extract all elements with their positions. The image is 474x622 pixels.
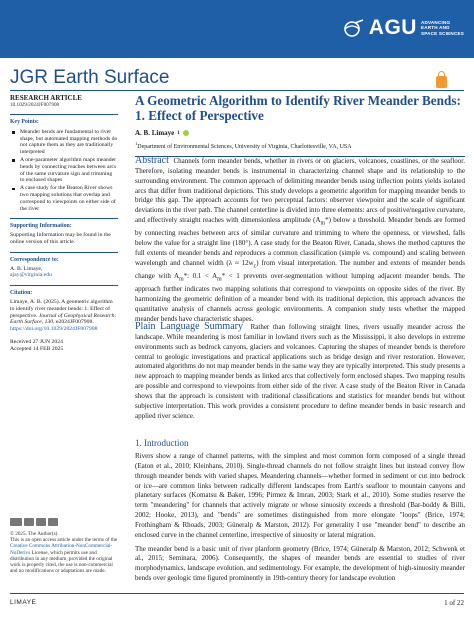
publisher-band [0,0,474,58]
agu-tagline-line: EARTH AND [420,25,450,31]
correspondence-heading: Correspondence to: [10,256,59,263]
agu-tagline-line: ADVANCING [420,19,451,25]
license-text [10,537,118,574]
article-header [135,94,465,157]
key-points-list [10,129,118,213]
plain-language-summary [135,322,465,421]
affiliation [135,141,465,150]
citation-journal: Journal of Geophysical Research: Earth Surface, 130, [10,312,117,326]
subscript: m [179,276,184,283]
author-line [135,129,465,137]
introduction [135,438,465,584]
author-name[interactable]: A. B. Limaye [135,129,175,137]
introduction-heading: 1. Introduction [135,438,189,448]
key-points-heading: Key Points: [10,119,39,125]
agu-globe-icon [343,19,365,37]
supporting-info-text: Supporting Information may be found in the online version of this article. [10,232,111,245]
citation-text: Limaye, A. B. (2025). A geometric algorithm to identify river meander bends: 1. Effect of perspective. [10,298,113,319]
license-link[interactable]: Creative Commons Attribution-NonCommercial-NoDerivs [10,543,113,556]
sidebar-divider [10,252,118,253]
abstract [135,156,465,325]
subscript: m [217,276,222,283]
received-date: Received 27 JUN 2024 [10,338,63,345]
license-rest: License, which permits use and distribution in any medium, provided the original work is properly cited, the use is non-commercial and no modifications or adaptations are made. [10,549,113,575]
pls-text: Rather than following straight lines, rivers usually meander across the landscape. While meandering is most familiar in lowland rivers such as the Mississippi, it also develops in extreme environments such as bedrock canyons, glaciers and volcanoes. Capturing the shapes of meander bends is therefore central to geologic investigations and practical applications such as bridge design and river restoration. However, automated algorithms do not map meander bends in the same way they are typically interpreted. This study presents a new approach to mapping meander bends as linked arcs that collectively form enclosed shapes. Two mapping results are possible and correspond to viewpoints from either side of the river. A case study of the Beaton River in Canada shows that the approach is consistent with traditional classifications and statistics for meander bends but without subjective interpretation. This work provides a consistent procedure to define meander bends in basic research and applied river science. [135,323,466,420]
sidebar-divider [10,218,118,219]
abstract-text: *) below a threshold. Meander bends are formed by connecting reaches between arcs of similar curvature and trimming to where the openness, or viewshed, falls below the value for a straight line (180°). A case study for the Beaton River, Canada, shows the method captures the full extents of meander bends and reproduces a common classification (simple vs. compound) and scaling between wavelength and channel width (λ ≈ 12w [135,216,466,267]
correspondence-email[interactable]: ajay@virginia.edu [10,272,52,279]
article-type: RESEARCH ARTICLE [10,94,82,102]
article-title: A Geometric Algorithm to Identify River Meander Bends: 1. Effect of Perspective [135,93,461,123]
abstract-text: Channels form meander bends, whether in rivers or on glaciers, volcanoes, coastlines, or the seafloor. Therefore, isolating meander bends is instrumental in characterizing channel shape and its relationship to the surrounding environment. The common approach of delimiting meander bends using inflection points yields isolated arcs that differ from traditional depictions. This study develops a geometric algorithm for mapping meander bends to bridge this gap. The approach accounts for two perceptual factors: observer viewpoint and the scale of significant deviations in the river path. The channel centerline is divided into three elements: arcs of positive/negative curvature, and effectively straight reaches with dimensionless amplitude (A [135,157,465,225]
citation-doi-link[interactable]: https://doi.org/10.1029/2024JF007908 [10,326,98,333]
sidebar-divider [10,114,118,115]
key-point: A case study for the Beaton River shows two mapping solutions that overlap and correspond to viewpoints on either side of the river [10,185,118,212]
copyright-block [10,518,118,574]
footer-author: LIMAYE [10,599,37,606]
abstract-text: * < 1 prevents over-segmentation without lumping adjacent meander bends. The approach further indicates two mapping solutions that correspond to viewpoints on opposite sides of the river. By harmonizing the geometric definition of a meander bend with its traditional depiction, this approach advances the quantitative analysis of channels across geologic environments. A companion study tests whether the mapped meander bends have characteristic shapes. [135,272,466,323]
sidebar-divider [10,285,118,286]
sidebar [10,94,118,353]
correspondence-name: A. B. Limaye, [10,265,43,272]
creative-commons-badge-icon [10,518,118,526]
abstract-heading: Abstract [135,155,169,166]
citation-id: e2024JF007908. [55,319,94,326]
citation-block [10,299,118,333]
footer-page-number: 1 of 22 [444,599,464,607]
orcid-icon[interactable] [183,130,189,136]
agu-tagline [421,20,464,36]
agu-logo[interactable] [343,16,464,40]
abstract-text: ) from visual interpretation. The number and extents of meander bends change with A [135,258,465,281]
introduction-paragraph: The meander bend is a basic unit of river planform geometry (Brice, 1974; Güneralp & Marston, 2012; Schwenk et al., 2015; Seminara, 2006). Consequently, the shapes of meander bends are essential to studies of river morphodynamics, landscape evolution, and sedimentology. For example, the development of high-sinuosity meander bends over geologic time figured prominently in 19th-century theory for landscape evolution [135,544,465,583]
supporting-info-heading: Supporting Information: [10,223,72,230]
pls-heading: Plain Language Summary [135,321,243,332]
citation-heading: Citation: [10,290,33,297]
agu-tagline-line: SPACE SCIENCES [420,30,464,36]
article-doi[interactable]: 10.1029/2024JF007908 [10,102,60,108]
subscript: c [253,263,257,270]
accepted-date: Accepted 14 FEB 2025 [10,345,64,352]
agu-logo-text: AGU [368,16,417,39]
header-divider [10,90,464,91]
author-superscript: 1 [177,130,180,136]
key-point: A one-parameter algorithm maps meander bends by connecting reaches between arcs of the same curvature sign and trimming to enclosed shapes [10,157,118,184]
open-access-lock-icon [436,76,447,88]
key-point: Meander bends are fundamental to river shape, but automated mapping methods do not capture them as they are traditionally interpreted [10,129,118,156]
copyright-line: © 2025. The Author(s). [10,531,59,537]
affiliation-superscript: 1 [135,141,138,146]
abstract-text: *: 0.1 < A [183,272,218,281]
subscript: m [320,220,326,227]
introduction-paragraph: Rivers show a range of channel patterns, with the simplest and most common form composed of a single thread (Eaton et al., 2010; Kleinhans, 2010). Single-thread channels do not follow straight lines but instead convey flow through meander bends with varied shapes. Meandering channels—whether formed in sediment or cut into bedrock or ice—are common links between radically different landscapes from Earth's seafloor to mountain canyons and planetary surfaces (Komatsu & Baker, 1996; Pirmez & Imran, 2003; Stark et al., 2010). Some studies reserve the term "meandering" for channels that actively migrate or whose sinuosity exceeds a threshold (Bar-boddy & Billi, 2002; Hooke, 2013), and "bends" are sometimes distinguished from more elongate "loops" (Brice, 1974; Frothingham & Rhoads, 2003; Güneralp & Marston, 2012). For generality I use "meander bend" to describe an enclosed curve in the channel centerline, irrespective of sinuosity or lateral migration. [135,452,465,539]
footer-divider [10,593,464,594]
journal-title: JGR Earth Surface [10,67,170,88]
affiliation-text: Department of Environmental Sciences, University of Virginia, Charlottesville, VA, USA [137,144,352,150]
license-intro: This is an open access article under the terms of the [10,537,118,544]
